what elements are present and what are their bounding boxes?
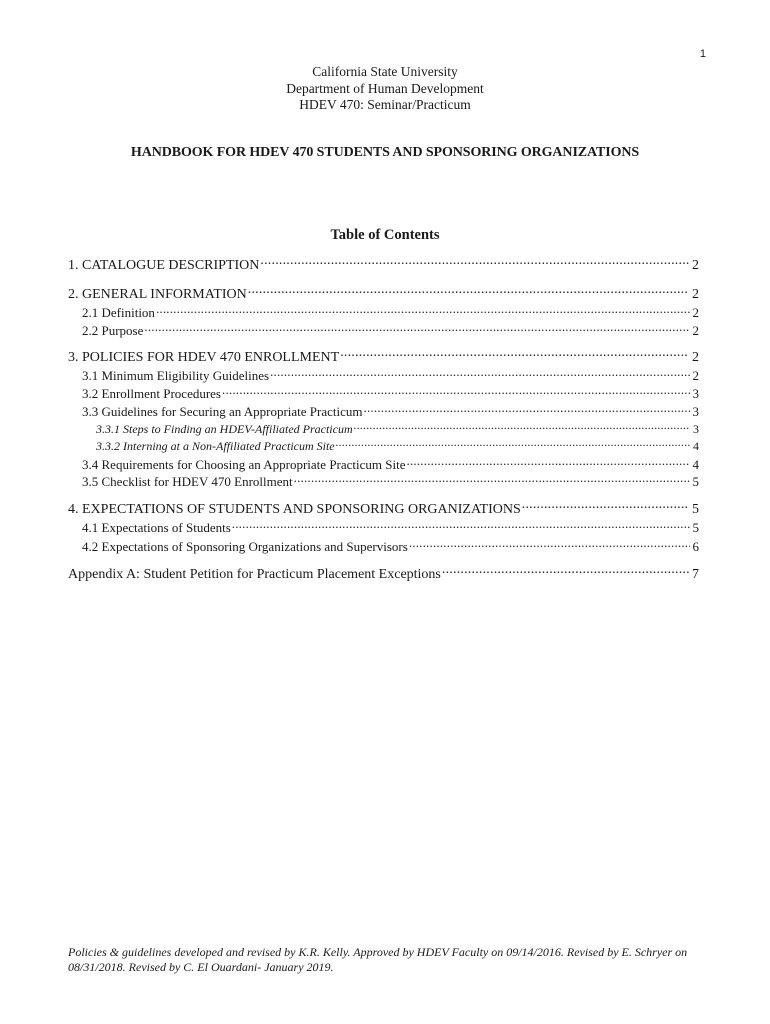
toc-heading: Table of Contents [330, 227, 440, 243]
toc-entry[interactable] [82, 385, 699, 402]
toc-entry[interactable] [82, 519, 699, 536]
toc-dot-leader [336, 438, 690, 450]
document-title: HANDBOOK FOR HDEV 470 STUDENTS AND SPONSORING ORGANIZATIONS [130, 145, 640, 160]
toc-entry-page: 6 [692, 539, 699, 554]
toc-entry-label: 4.1 Expectations of Students [82, 520, 231, 535]
toc-entry-page: 5 [692, 502, 699, 517]
toc-entry-label: 3.1 Minimum Eligibility Guidelines [82, 368, 270, 383]
toc-entry-page: 7 [692, 567, 699, 582]
toc-dot-leader [270, 367, 689, 380]
toc-entry-page: 2 [692, 368, 699, 383]
toc-entry[interactable] [68, 255, 699, 274]
toc-entry[interactable] [96, 421, 699, 437]
toc-dot-leader [248, 284, 689, 298]
toc-entry[interactable] [82, 538, 699, 555]
toc-entry-page: 3 [693, 422, 699, 436]
toc-dot-leader [409, 538, 690, 551]
toc-entry-label: 1. CATALOGUE DESCRIPTION [68, 258, 260, 273]
toc-entry-page: 2 [692, 350, 699, 365]
toc-entry-label: 2.1 Definition [82, 305, 155, 320]
toc-entry[interactable] [96, 438, 699, 454]
toc-entry-page: 5 [692, 520, 699, 535]
toc-entry-page: 2 [692, 258, 699, 273]
toc-entry-label: 3.2 Enrollment Procedures [82, 386, 221, 401]
revision-note: Policies & guidelines developed and revised by K.R. Kelly. Approved by HDEV Faculty on 09/14/2016. Revised by E. Schryer on 08/31/2018. Revised by C. El Ouardani- January 2019. [68, 945, 688, 974]
toc-entry-label: 4.2 Expectations of Sponsoring Organizations and Supervisors [82, 539, 408, 554]
toc-entry-label: 3.5 Checklist for HDEV 470 Enrollment [82, 474, 293, 489]
toc-entry[interactable] [68, 284, 699, 303]
toc-dot-leader [522, 499, 689, 513]
department-name: Department of Human Development [286, 80, 484, 96]
toc-entry-label: 3.4 Requirements for Choosing an Appropriate Practicum Site [82, 457, 406, 472]
toc-entry[interactable] [68, 499, 699, 518]
toc-entry-label: Appendix A: Student Petition for Practicum Placement Exceptions [68, 567, 441, 582]
toc-entry-page: 3 [692, 404, 699, 419]
toc-dot-leader [364, 403, 690, 416]
toc-dot-leader [222, 385, 690, 398]
toc-entry[interactable] [68, 347, 699, 366]
toc-entry-label: 3.3 Guidelines for Securing an Appropriate Practicum [82, 404, 363, 419]
toc-dot-leader [294, 473, 690, 486]
toc-entry[interactable] [82, 367, 699, 384]
toc-entry-label: 4. EXPECTATIONS OF STUDENTS AND SPONSORING ORGANIZATIONS [68, 502, 521, 517]
toc-entry-page: 4 [693, 439, 699, 453]
toc-entry-label: 2. GENERAL INFORMATION [68, 287, 247, 302]
toc-entry-page: 4 [692, 457, 699, 472]
course-name: HDEV 470: Seminar/Practicum [299, 97, 471, 112]
toc-entry-page: 5 [692, 474, 699, 489]
toc-entry-label: 3.3.1 Steps to Finding an HDEV-Affiliated Practicum [96, 422, 353, 436]
toc-dot-leader [260, 255, 689, 269]
toc-dot-leader [144, 322, 689, 335]
toc-entry-label: 3. POLICIES FOR HDEV 470 ENROLLMENT [68, 350, 340, 365]
toc-entry[interactable] [68, 564, 699, 583]
toc-dot-leader [407, 456, 690, 469]
toc-entry[interactable] [82, 456, 699, 473]
toc-entry[interactable] [82, 403, 699, 420]
toc-entry-label: 3.3.2 Interning at a Non-Affiliated Practicum Site [96, 439, 335, 453]
toc-entry-label: 2.2 Purpose [82, 323, 144, 338]
toc-entry[interactable] [82, 473, 699, 490]
toc-dot-leader [232, 519, 690, 532]
toc-dot-leader [354, 421, 690, 433]
page-number: 1 [699, 48, 706, 60]
toc-entry[interactable] [82, 304, 699, 321]
toc-dot-leader [340, 347, 689, 361]
toc-dot-leader [156, 304, 690, 317]
toc-entry-page: 3 [692, 386, 699, 401]
university-name: California State University [312, 64, 458, 79]
toc-entry[interactable] [82, 322, 699, 339]
toc-entry-page: 2 [692, 287, 699, 302]
toc-dot-leader [442, 564, 689, 578]
toc-entry-page: 2 [692, 323, 699, 338]
toc-entry-page: 2 [692, 305, 699, 320]
